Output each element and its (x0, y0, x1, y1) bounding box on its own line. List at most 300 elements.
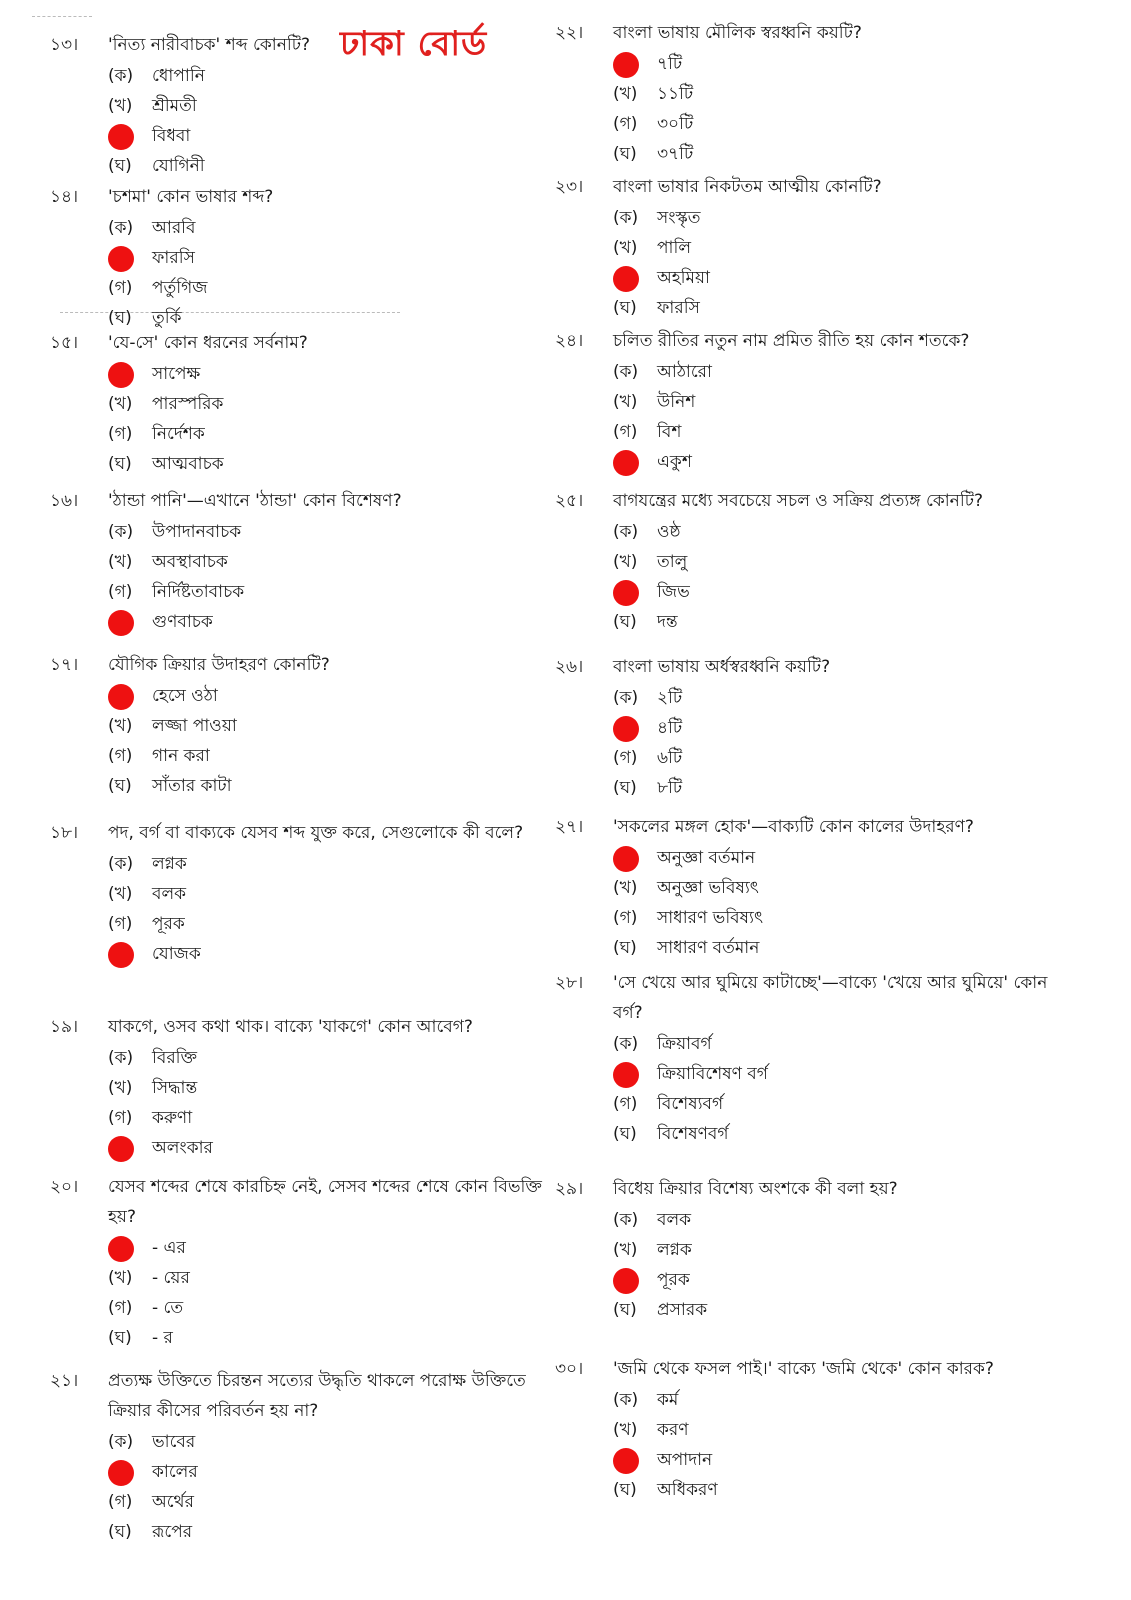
option-label: (গ) (613, 114, 638, 134)
question-number: ১৪। (50, 187, 79, 207)
option-label: (ঘ) (613, 612, 637, 632)
option-text: আঠারো (657, 362, 712, 382)
option-label: (ঘ) (108, 1522, 132, 1542)
question-row (50, 328, 570, 358)
option-item[interactable] (613, 608, 1075, 638)
option-item[interactable] (613, 1416, 1075, 1446)
option-item[interactable] (108, 360, 570, 390)
option-item[interactable] (108, 578, 570, 608)
option-text: অধিকরণ (657, 1480, 718, 1500)
option-text: অহমিয়া (657, 268, 710, 288)
question-number: ১৮। (50, 823, 79, 843)
option-item[interactable] (613, 204, 1075, 234)
option-text: গান করা (152, 746, 210, 766)
option-label: (গ) (108, 746, 133, 766)
option-label: (ঘ) (613, 938, 637, 958)
option-item[interactable] (108, 1134, 570, 1164)
filled-circle-icon (613, 580, 639, 606)
question-number: ১৯। (50, 1017, 79, 1037)
question-row (555, 18, 1075, 48)
option-item[interactable] (613, 50, 1075, 80)
question-number: ১৩। (50, 35, 79, 55)
option-text: আরবি (152, 218, 196, 238)
filled-circle-icon (108, 942, 134, 968)
option-label: (ঘ) (108, 454, 132, 474)
option-label: (গ) (613, 1094, 638, 1114)
option-text: - এর (152, 1238, 186, 1258)
filled-circle-icon (108, 684, 134, 710)
options-list (613, 844, 1075, 964)
option-item[interactable] (613, 294, 1075, 324)
option-text: লগ্নক (152, 854, 187, 874)
filled-circle-icon (108, 1460, 134, 1486)
correct-answer-marker (613, 52, 657, 78)
option-item[interactable] (108, 1458, 570, 1488)
option-text: সংস্কৃত (657, 208, 701, 228)
question-row (50, 1012, 570, 1042)
option-label: (খ) (108, 1078, 133, 1098)
option-text: অপাদান (657, 1450, 713, 1470)
option-item[interactable] (613, 418, 1075, 448)
option-item[interactable] (108, 390, 570, 420)
option-item[interactable] (108, 1294, 570, 1324)
question-row (50, 1366, 570, 1426)
question-block (50, 1172, 570, 1354)
option-item[interactable] (108, 1104, 570, 1134)
options-list (613, 1206, 1075, 1326)
option-text: - য়ের (152, 1268, 190, 1288)
correct-answer-marker (108, 1236, 152, 1262)
option-text: ক্রিয়াবিশেষণ বর্গ (657, 1064, 768, 1084)
question-row (555, 812, 1075, 842)
correct-answer-marker (108, 246, 152, 272)
option-item[interactable] (108, 420, 570, 450)
option-label: (ক) (108, 522, 134, 542)
option-item[interactable] (613, 578, 1075, 608)
option-text: ৭টি (657, 54, 683, 74)
board-title: ঢাকা বোর্ড (340, 24, 488, 64)
question-number: ২৯। (555, 1179, 584, 1199)
option-text: তুর্কি (152, 308, 182, 328)
option-text: তালু (657, 552, 688, 572)
option-text: হেসে ওঠা (152, 686, 218, 706)
option-label: (গ) (108, 1492, 133, 1512)
option-label: (গ) (108, 424, 133, 444)
correct-answer-marker (108, 942, 152, 968)
option-item[interactable] (108, 1264, 570, 1294)
question-number: ২৬। (555, 657, 584, 677)
option-text: ৬টি (657, 748, 683, 768)
option-text: নির্দিষ্টতাবাচক (152, 582, 245, 602)
option-text: গুণবাচক (152, 612, 213, 632)
question-text: 'ঠান্ডা পানি'—এখানে 'ঠান্ডা' কোন বিশেষণ? (108, 491, 402, 511)
question-row (555, 1174, 1075, 1204)
option-item[interactable] (613, 264, 1075, 294)
option-item[interactable] (613, 448, 1075, 478)
question-block (50, 486, 570, 638)
option-item[interactable] (108, 682, 570, 712)
option-text: ফারসি (657, 298, 700, 318)
filled-circle-icon (613, 266, 639, 292)
question-block (50, 182, 570, 334)
option-item[interactable] (108, 1234, 570, 1264)
option-item[interactable] (613, 844, 1075, 874)
question-text: বাংলা ভাষায় অর্ধস্বরধ্বনি কয়টি? (613, 657, 831, 677)
option-item[interactable] (613, 874, 1075, 904)
option-item[interactable] (108, 450, 570, 480)
filled-circle-icon (613, 1062, 639, 1088)
question-number: ২৭। (555, 817, 584, 837)
filled-circle-icon (108, 1236, 134, 1262)
option-item[interactable] (108, 608, 570, 638)
options-list (613, 518, 1075, 638)
option-text: বিশ (657, 422, 682, 442)
option-item[interactable] (613, 744, 1075, 774)
question-block (50, 30, 570, 182)
option-item[interactable] (613, 684, 1075, 714)
question-text: যৌগিক ক্রিয়ার উদাহরণ কোনটি? (108, 655, 330, 675)
option-text: রূপের (152, 1522, 193, 1542)
question-block (555, 812, 1075, 964)
option-item[interactable] (613, 934, 1075, 964)
option-item[interactable] (613, 774, 1075, 804)
option-text: সাধারণ ভবিষ্যৎ (657, 908, 764, 928)
option-item[interactable] (108, 1518, 570, 1548)
filled-circle-icon (613, 1448, 639, 1474)
option-label: (খ) (613, 238, 638, 258)
option-item[interactable] (108, 62, 570, 92)
question-number: ১৭। (50, 655, 79, 675)
option-item[interactable] (613, 1476, 1075, 1506)
option-label: (ক) (613, 1034, 639, 1054)
option-text: ফারসি (152, 248, 195, 268)
question-block (50, 328, 570, 480)
question-row (555, 1354, 1075, 1384)
option-item[interactable] (108, 122, 570, 152)
option-text: বিশেষণবর্গ (657, 1124, 729, 1144)
question-text: 'চশমা' কোন ভাষার শব্দ? (108, 187, 274, 207)
correct-answer-marker (108, 610, 152, 636)
option-label: (ক) (613, 1210, 639, 1230)
option-item[interactable] (613, 80, 1075, 110)
option-item[interactable] (613, 714, 1075, 744)
option-label: (খ) (108, 884, 133, 904)
question-number: ২৪। (555, 331, 584, 351)
option-item[interactable] (108, 1428, 570, 1458)
question-block (555, 1174, 1075, 1326)
option-text: ১১টি (657, 84, 694, 104)
option-item[interactable] (613, 110, 1075, 140)
option-label: (ঘ) (613, 1480, 637, 1500)
option-text: অর্থের (152, 1492, 194, 1512)
correct-answer-marker (108, 1460, 152, 1486)
option-label: (ক) (613, 208, 639, 228)
option-text: কালের (152, 1462, 198, 1482)
option-text: একুশ (657, 452, 692, 472)
option-text: অনুজ্ঞা বর্তমান (657, 848, 756, 868)
correct-answer-marker (108, 1136, 152, 1162)
correct-answer-marker (108, 124, 152, 150)
left-question-column (50, 0, 570, 1600)
option-item[interactable] (613, 1060, 1075, 1090)
option-item[interactable] (613, 1206, 1075, 1236)
option-text: পর্তুগিজ (152, 278, 208, 298)
option-item[interactable] (613, 904, 1075, 934)
option-label: (ক) (108, 218, 134, 238)
question-text: বাংলা ভাষার নিকটতম আত্মীয় কোনটি? (613, 177, 882, 197)
option-text: করুণা (152, 1108, 193, 1128)
option-item[interactable] (108, 742, 570, 772)
option-item[interactable] (108, 940, 570, 970)
option-text: লজ্জা পাওয়া (152, 716, 237, 736)
option-item[interactable] (108, 1074, 570, 1104)
option-text: ধোপানি (152, 66, 205, 86)
filled-circle-icon (613, 1268, 639, 1294)
option-label: (ক) (108, 1432, 134, 1452)
option-label: (গ) (613, 908, 638, 928)
options-list (613, 684, 1075, 804)
options-list (613, 50, 1075, 170)
question-row (555, 968, 1075, 1028)
question-text: 'নিত্য নারীবাচক' শব্দ কোনটি? (108, 35, 311, 55)
option-text: প্রসারক (657, 1300, 708, 1320)
option-text: পালি (657, 238, 692, 258)
options-list (613, 1030, 1075, 1150)
question-text: বাগযন্ত্রের মধ্যে সবচেয়ে সচল ও সক্রিয় প্রত্যঙ্গ কোনটি? (613, 491, 983, 511)
option-label: (খ) (613, 1420, 638, 1440)
correct-answer-marker (613, 1268, 657, 1294)
option-text: করণ (657, 1420, 689, 1440)
options-list (108, 850, 570, 970)
question-text: বিধেয় ক্রিয়ার বিশেষ্য অংশকে কী বলা হয়? (613, 1179, 898, 1199)
option-item[interactable] (613, 358, 1075, 388)
option-item[interactable] (108, 712, 570, 742)
option-text: সিদ্ধান্ত (152, 1078, 198, 1098)
option-label: (গ) (613, 748, 638, 768)
option-item[interactable] (108, 518, 570, 548)
question-block (50, 1366, 570, 1548)
option-label: (খ) (613, 1240, 638, 1260)
question-row (50, 650, 570, 680)
option-item[interactable] (613, 1120, 1075, 1150)
question-number: ২৮। (555, 973, 584, 993)
option-label: (ক) (108, 1048, 134, 1068)
option-label: (ঘ) (613, 1124, 637, 1144)
filled-circle-icon (108, 124, 134, 150)
filled-circle-icon (108, 246, 134, 272)
correct-answer-marker (108, 684, 152, 710)
option-label: (গ) (613, 422, 638, 442)
correct-answer-marker (613, 1062, 657, 1088)
option-label: (খ) (108, 96, 133, 116)
right-question-column (555, 0, 1075, 1600)
option-text: ভাবের (152, 1432, 196, 1452)
options-list (108, 62, 570, 182)
option-label: (ক) (108, 66, 134, 86)
option-label: (গ) (108, 1298, 133, 1318)
option-text: ৪টি (657, 718, 683, 738)
question-block (50, 650, 570, 802)
question-block (555, 172, 1075, 324)
question-block (555, 326, 1075, 478)
option-item[interactable] (613, 1296, 1075, 1326)
options-list (108, 214, 570, 334)
option-item[interactable] (108, 1324, 570, 1354)
option-text: পূরক (152, 914, 185, 934)
option-text: ৩৭টি (657, 144, 694, 164)
option-label: (ঘ) (613, 298, 637, 318)
option-item[interactable] (613, 388, 1075, 418)
question-number: ১৫। (50, 333, 79, 353)
option-label: (গ) (108, 278, 133, 298)
option-item[interactable] (108, 274, 570, 304)
option-text: জিভ (657, 582, 690, 602)
option-item[interactable] (108, 850, 570, 880)
option-label: (ঘ) (108, 156, 132, 176)
options-list (108, 682, 570, 802)
option-item[interactable] (613, 1386, 1075, 1416)
question-row (50, 486, 570, 516)
option-label: (ঘ) (613, 144, 637, 164)
option-text: পূরক (657, 1270, 690, 1290)
option-item[interactable] (613, 548, 1075, 578)
option-item[interactable] (613, 140, 1075, 170)
question-block (555, 18, 1075, 170)
option-text: উনিশ (657, 392, 696, 412)
question-text: প্রত্যক্ষ উক্তিতে চিরন্তন সত্যের উদ্ধৃতি থাকলে পরোক্ষ উক্তিতে ক্রিয়ার কীসের পরিবর্তন হয় না? (108, 1371, 526, 1421)
option-item[interactable] (108, 92, 570, 122)
option-text: সাঁতার কাটা (152, 776, 232, 796)
option-label: (ক) (108, 854, 134, 874)
option-label: (খ) (613, 878, 638, 898)
option-label: (ক) (613, 362, 639, 382)
question-block (555, 1354, 1075, 1506)
option-item[interactable] (108, 880, 570, 910)
option-item[interactable] (613, 518, 1075, 548)
question-number: ২১। (50, 1371, 79, 1391)
option-text: বিশেষ্যবর্গ (657, 1094, 724, 1114)
options-list (108, 360, 570, 480)
option-text: শ্রীমতী (152, 96, 197, 116)
option-item[interactable] (613, 1090, 1075, 1120)
option-item[interactable] (613, 1446, 1075, 1476)
correct-answer-marker (613, 450, 657, 476)
filled-circle-icon (613, 846, 639, 872)
option-item[interactable] (108, 1488, 570, 1518)
option-item[interactable] (108, 244, 570, 274)
option-item[interactable] (613, 1030, 1075, 1060)
option-text: - র (152, 1328, 173, 1348)
question-text: পদ, বর্গ বা বাক্যকে যেসব শব্দ যুক্ত করে, সেগুলোকে কী বলে? (108, 823, 524, 843)
option-label: (ক) (613, 1390, 639, 1410)
option-label: (ঘ) (613, 1300, 637, 1320)
option-label: (গ) (108, 914, 133, 934)
option-text: ক্রিয়াবর্গ (657, 1034, 712, 1054)
question-row (50, 182, 570, 212)
question-row (555, 486, 1075, 516)
option-item[interactable] (613, 1236, 1075, 1266)
question-number: ১৬। (50, 491, 79, 511)
question-block (555, 486, 1075, 638)
question-number: ২৫। (555, 491, 584, 511)
question-row (50, 818, 570, 848)
question-block (50, 1012, 570, 1164)
question-row (50, 1172, 570, 1232)
option-label: (খ) (108, 716, 133, 736)
option-text: ওষ্ঠ (657, 522, 681, 542)
option-label: (খ) (108, 552, 133, 572)
option-text: বলক (152, 884, 187, 904)
option-label: (খ) (613, 392, 638, 412)
correct-answer-marker (613, 266, 657, 292)
option-text: যোগিনী (152, 156, 205, 176)
options-list (613, 358, 1075, 478)
filled-circle-icon (613, 52, 639, 78)
option-item[interactable] (613, 1266, 1075, 1296)
filled-circle-icon (613, 450, 639, 476)
option-item[interactable] (108, 548, 570, 578)
option-item[interactable] (108, 152, 570, 182)
question-number: ২৩। (555, 177, 584, 197)
option-text: বলক (657, 1210, 692, 1230)
correct-answer-marker (108, 362, 152, 388)
correct-answer-marker (613, 716, 657, 742)
options-list (108, 518, 570, 638)
question-block (555, 968, 1075, 1150)
option-label: (খ) (613, 84, 638, 104)
option-item[interactable] (613, 234, 1075, 264)
option-label: (খ) (108, 394, 133, 414)
option-item[interactable] (108, 910, 570, 940)
question-row (555, 326, 1075, 356)
option-label: (ঘ) (108, 308, 132, 328)
option-item[interactable] (108, 772, 570, 802)
filled-circle-icon (108, 1136, 134, 1162)
question-block (50, 818, 570, 970)
option-text: অলংকার (152, 1138, 213, 1158)
option-text: আত্মবাচক (152, 454, 224, 474)
option-text: পারস্পরিক (152, 394, 224, 414)
option-item[interactable] (108, 214, 570, 244)
question-text: 'যে-সে' কোন ধরনের সর্বনাম? (108, 333, 308, 353)
option-item[interactable] (108, 1044, 570, 1074)
option-text: বিধবা (152, 126, 191, 146)
option-text: যোজক (152, 944, 201, 964)
question-number: ৩০। (555, 1359, 584, 1379)
option-text: ২টি (657, 688, 683, 708)
question-text: বাংলা ভাষায় মৌলিক স্বরধ্বনি কয়টি? (613, 23, 862, 43)
question-number: ২২। (555, 23, 584, 43)
option-text: ৩০টি (657, 114, 694, 134)
option-label: (গ) (108, 582, 133, 602)
option-text: বিরক্তি (152, 1048, 198, 1068)
options-list (108, 1044, 570, 1164)
correct-answer-marker (613, 580, 657, 606)
question-number: ২০। (50, 1177, 79, 1197)
option-text: ৮টি (657, 778, 683, 798)
filled-circle-icon (108, 362, 134, 388)
option-label: (ক) (613, 688, 639, 708)
filled-circle-icon (613, 716, 639, 742)
question-row (50, 30, 570, 60)
question-row (555, 172, 1075, 202)
option-label: (ক) (613, 522, 639, 542)
option-text: অনুজ্ঞা ভবিষ্যৎ (657, 878, 759, 898)
option-label: (ঘ) (108, 1328, 132, 1348)
options-list (613, 1386, 1075, 1506)
filled-circle-icon (108, 610, 134, 636)
correct-answer-marker (613, 846, 657, 872)
